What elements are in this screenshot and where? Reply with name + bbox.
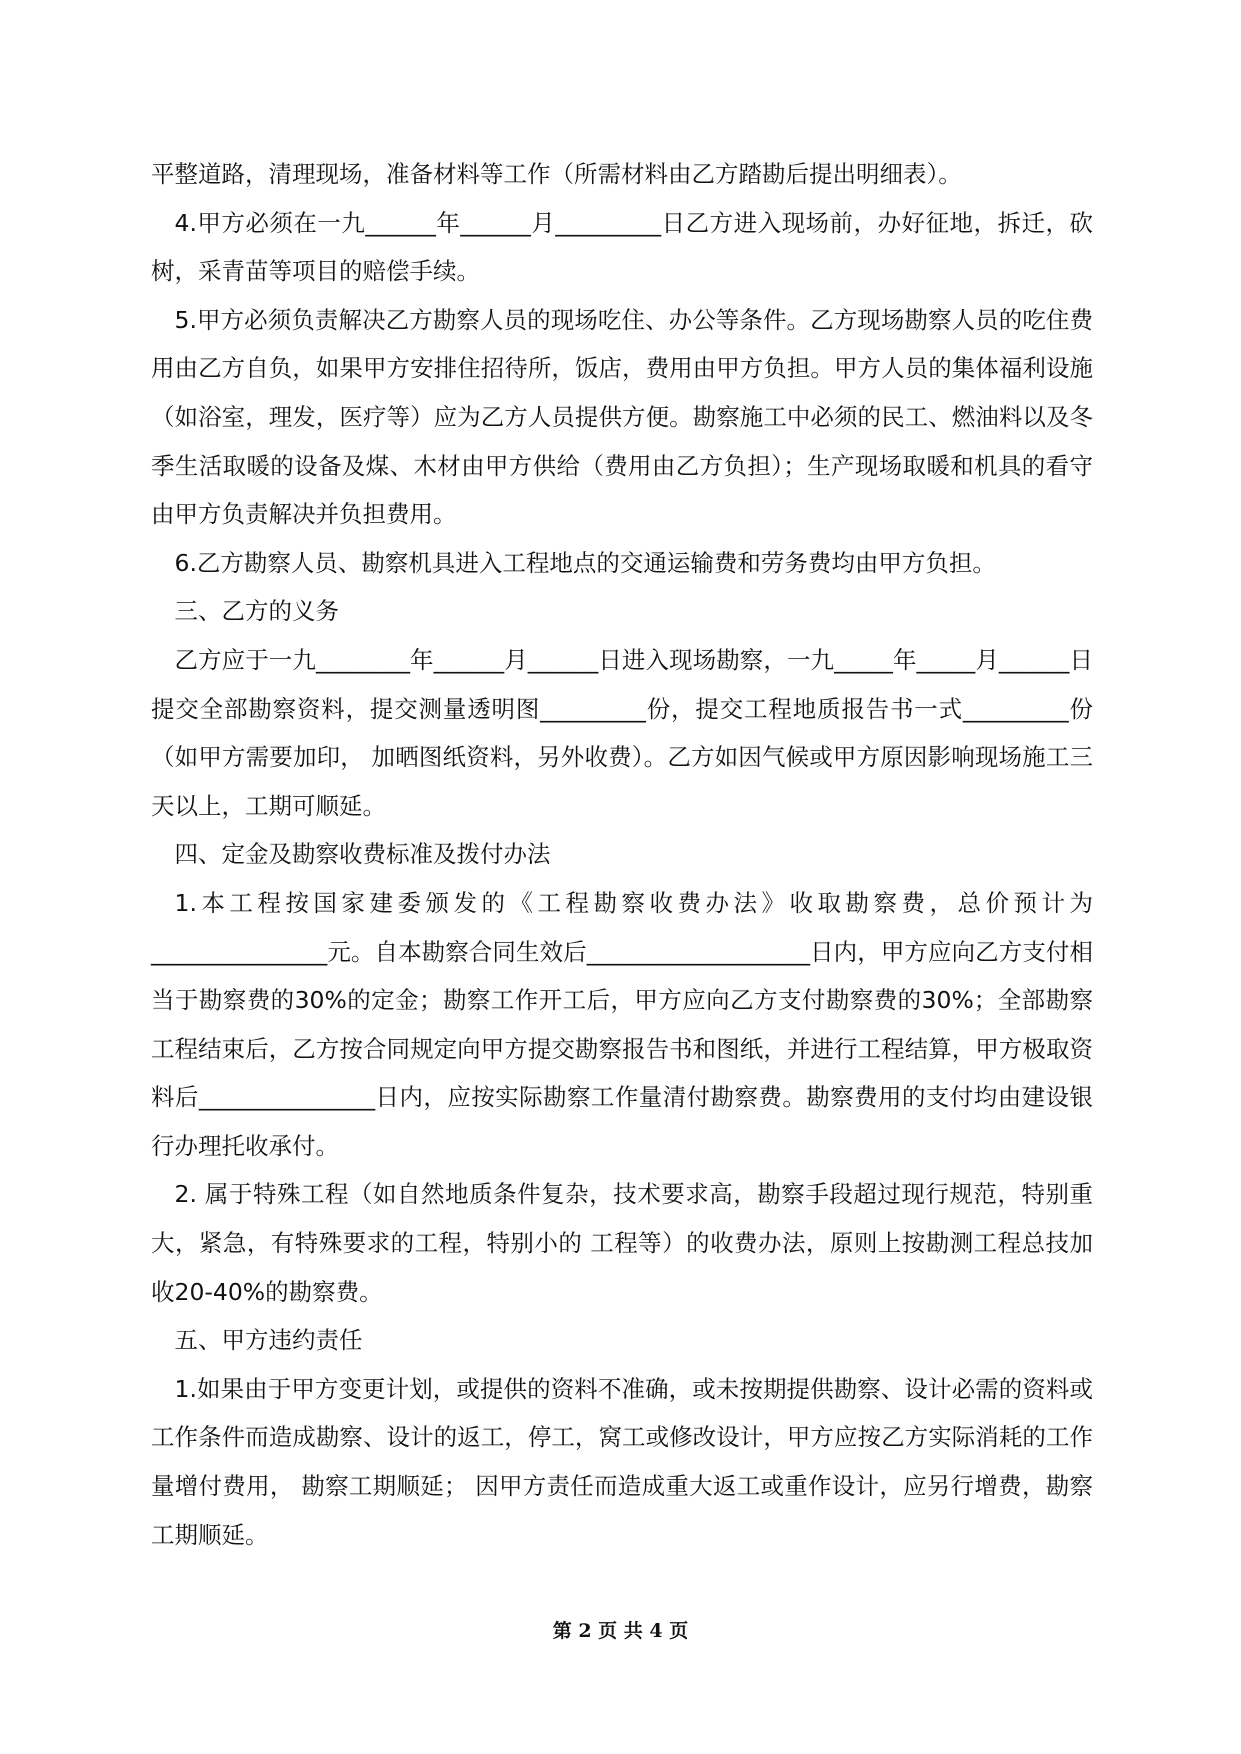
paragraph-continuation: 平整道路，清理现场，准备材料等工作（所需材料由乙方踏勘后提出明细表）。 <box>151 160 962 188</box>
paragraph-party-b-duties: 乙方应于一九________年______月______日进入现场勘察，一九_____年_____月______日提交全部勘察资料，提交测量透明图_________份，提交工程地质报告书一式_________份（如甲方需要加印， 加晒图纸资料，另外收费）。乙方如因气候或甲方原因影响现场施工三天以上，工期可顺延。 <box>151 645 1093 820</box>
paragraph-breach-clause-1: 1.如果由于甲方变更计划，或提供的资料不准确，或未按期提供勘察、设计必需的资料或工作条件而造成勘察、设计的返工，停工，窝工或修改设计，甲方应按乙方实际消耗的工作量增付费用， 勘察工期顺延； 因甲方责任而造成重大返工或重作设计，应另行增费，勘察工期顺延。 <box>151 1374 1093 1549</box>
paragraph-fee-clause-1: 1.本工程按国家建委颁发的《工程勘察收费办法》收取勘察费，总价预计为_______________元。自本勘察合同生效后___________________日内，甲方应向乙方支付相当于勘察费的30%的定金；勘察工作开工后，甲方应向乙方支付勘察费的30%；全部勘察工程结束后，乙方按合同规定向甲方提交勘察报告书和图纸，并进行工程结算，甲方极取资料后_______________日内，应按实际勘察工作量清付勘察费。勘察费用的支付均由建设银行办理托收承付。 <box>151 888 1093 1160</box>
section-heading-4: 四、定金及勘察收费标准及拨付办法 <box>174 840 551 869</box>
section-heading-5: 五、甲方违约责任 <box>174 1326 363 1355</box>
section-heading-3: 三、乙方的义务 <box>174 597 339 626</box>
page-number-footer: 第 2 页 共 4 页 <box>552 1620 689 1642</box>
paragraph-fee-clause-2: 2. 属于特殊工程（如自然地质条件复杂，技术要求高，勘察手段超过现行规范，特别重大，紧急，有特殊要求的工程，特别小的 工程等）的收费办法，原则上按勘测工程总技加收20-40%的勘察费。 <box>151 1180 1093 1306</box>
paragraph-clause-6: 6.乙方勘察人员、勘察机具进入工程地点的交通运输费和劳务费均由甲方负担。 <box>174 548 996 577</box>
document-body <box>151 150 1093 1559</box>
paragraph-clause-4: 4.甲方必须在一九______年______月_________日乙方进入现场前，办好征地，拆迁，砍树，采青苗等项目的赔偿手续。 <box>151 208 1093 286</box>
paragraph-clause-5: 5.甲方必须负责解决乙方勘察人员的现场吃住、办公等条件。乙方现场勘察人员的吃住费用由乙方自负，如果甲方安排住招待所，饭店，费用由甲方负担。甲方人员的集体福利设施（如浴室，理发，医疗等）应为乙方人员提供方便。勘察施工中必须的民工、燃油料以及冬季生活取暖的设备及煤、木材由甲方供给（费用由乙方负担）；生产现场取暖和机具的看守由甲方负责解决并负担费用。 <box>151 305 1093 529</box>
